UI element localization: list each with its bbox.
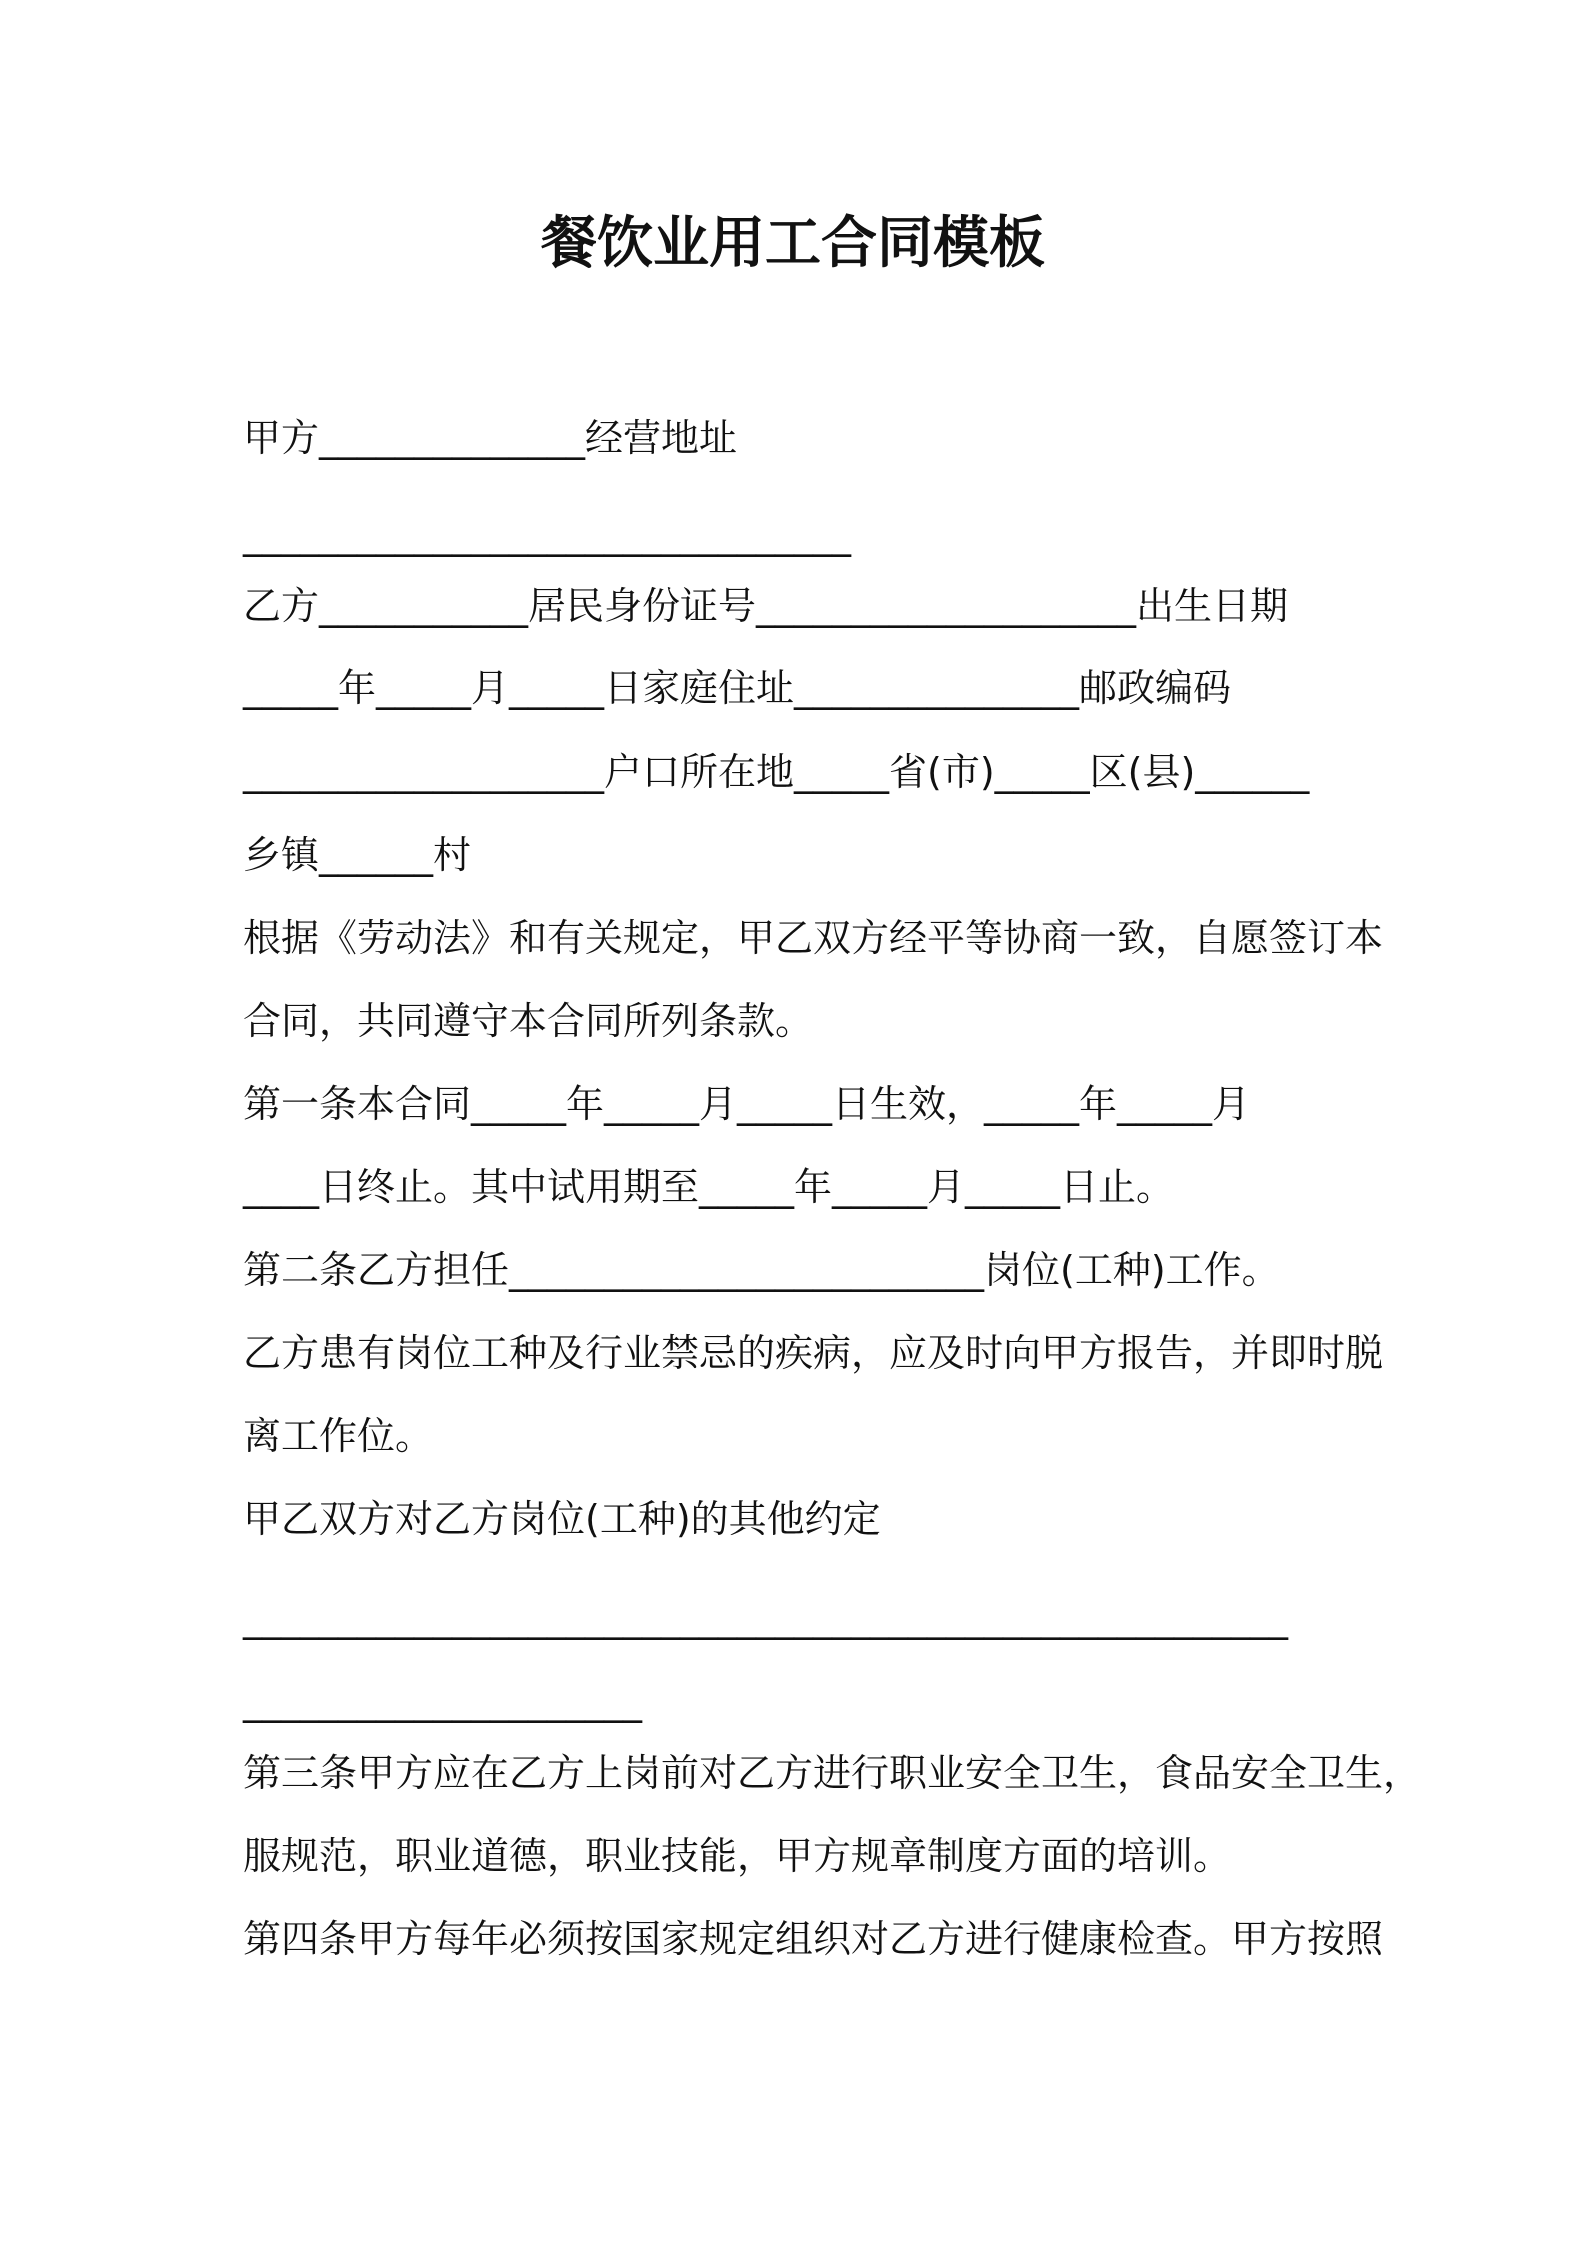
article-3-line-1: 第三条甲方应在乙方上岗前对乙方进行职业安全卫生，食品安全卫生， (243, 1751, 1422, 1795)
party-a-line: 甲方______________经营地址 (243, 416, 738, 460)
household-registration-line: ___________________户口所在地_____省(市)_____区(县)______ (243, 750, 1310, 794)
other-agreement-label: 甲乙双方对乙方岗位(工种)的其他约定 (243, 1497, 881, 1541)
article-2-line-3: 离工作位。 (243, 1414, 434, 1458)
article-2-line-1: 第二条乙方担任_________________________岗位(工种)工作。 (243, 1248, 1280, 1292)
article-3-line-2: 服规范，职业道德，职业技能，甲方规章制度方面的培训。 (243, 1834, 1232, 1878)
other-agreement-blank-2: _____________________ (243, 1679, 642, 1723)
address-blank-line: ________________________________ (243, 513, 851, 557)
preamble-line-2: 合同，共同遵守本合同所列条款。 (243, 999, 814, 1043)
article-4-line-1: 第四条甲方每年必须按国家规定组织对乙方进行健康检查。甲方按照 (243, 1917, 1384, 1961)
article-1-line-1: 第一条本合同_____年_____月_____日生效，_____年_____月 (243, 1082, 1251, 1126)
township-line: 乡镇______村 (243, 833, 472, 877)
article-1-line-2: ____日终止。其中试用期至_____年_____月_____日止。 (243, 1165, 1175, 1209)
document-title: 餐饮业用工合同模板 (541, 211, 1045, 276)
birthdate-address-line: _____年_____月_____日家庭住址_______________邮政编码 (243, 666, 1232, 710)
article-2-line-2: 乙方患有岗位工种及行业禁忌的疾病，应及时向甲方报告，并即时脱 (243, 1331, 1384, 1375)
party-b-line: 乙方___________居民身份证号____________________出生日期 (243, 584, 1289, 628)
preamble-line-1: 根据《劳动法》和有关规定，甲乙双方经平等协商一致，自愿签订本 (243, 916, 1384, 960)
other-agreement-blank-1: _______________________________________________________ (243, 1596, 1288, 1640)
